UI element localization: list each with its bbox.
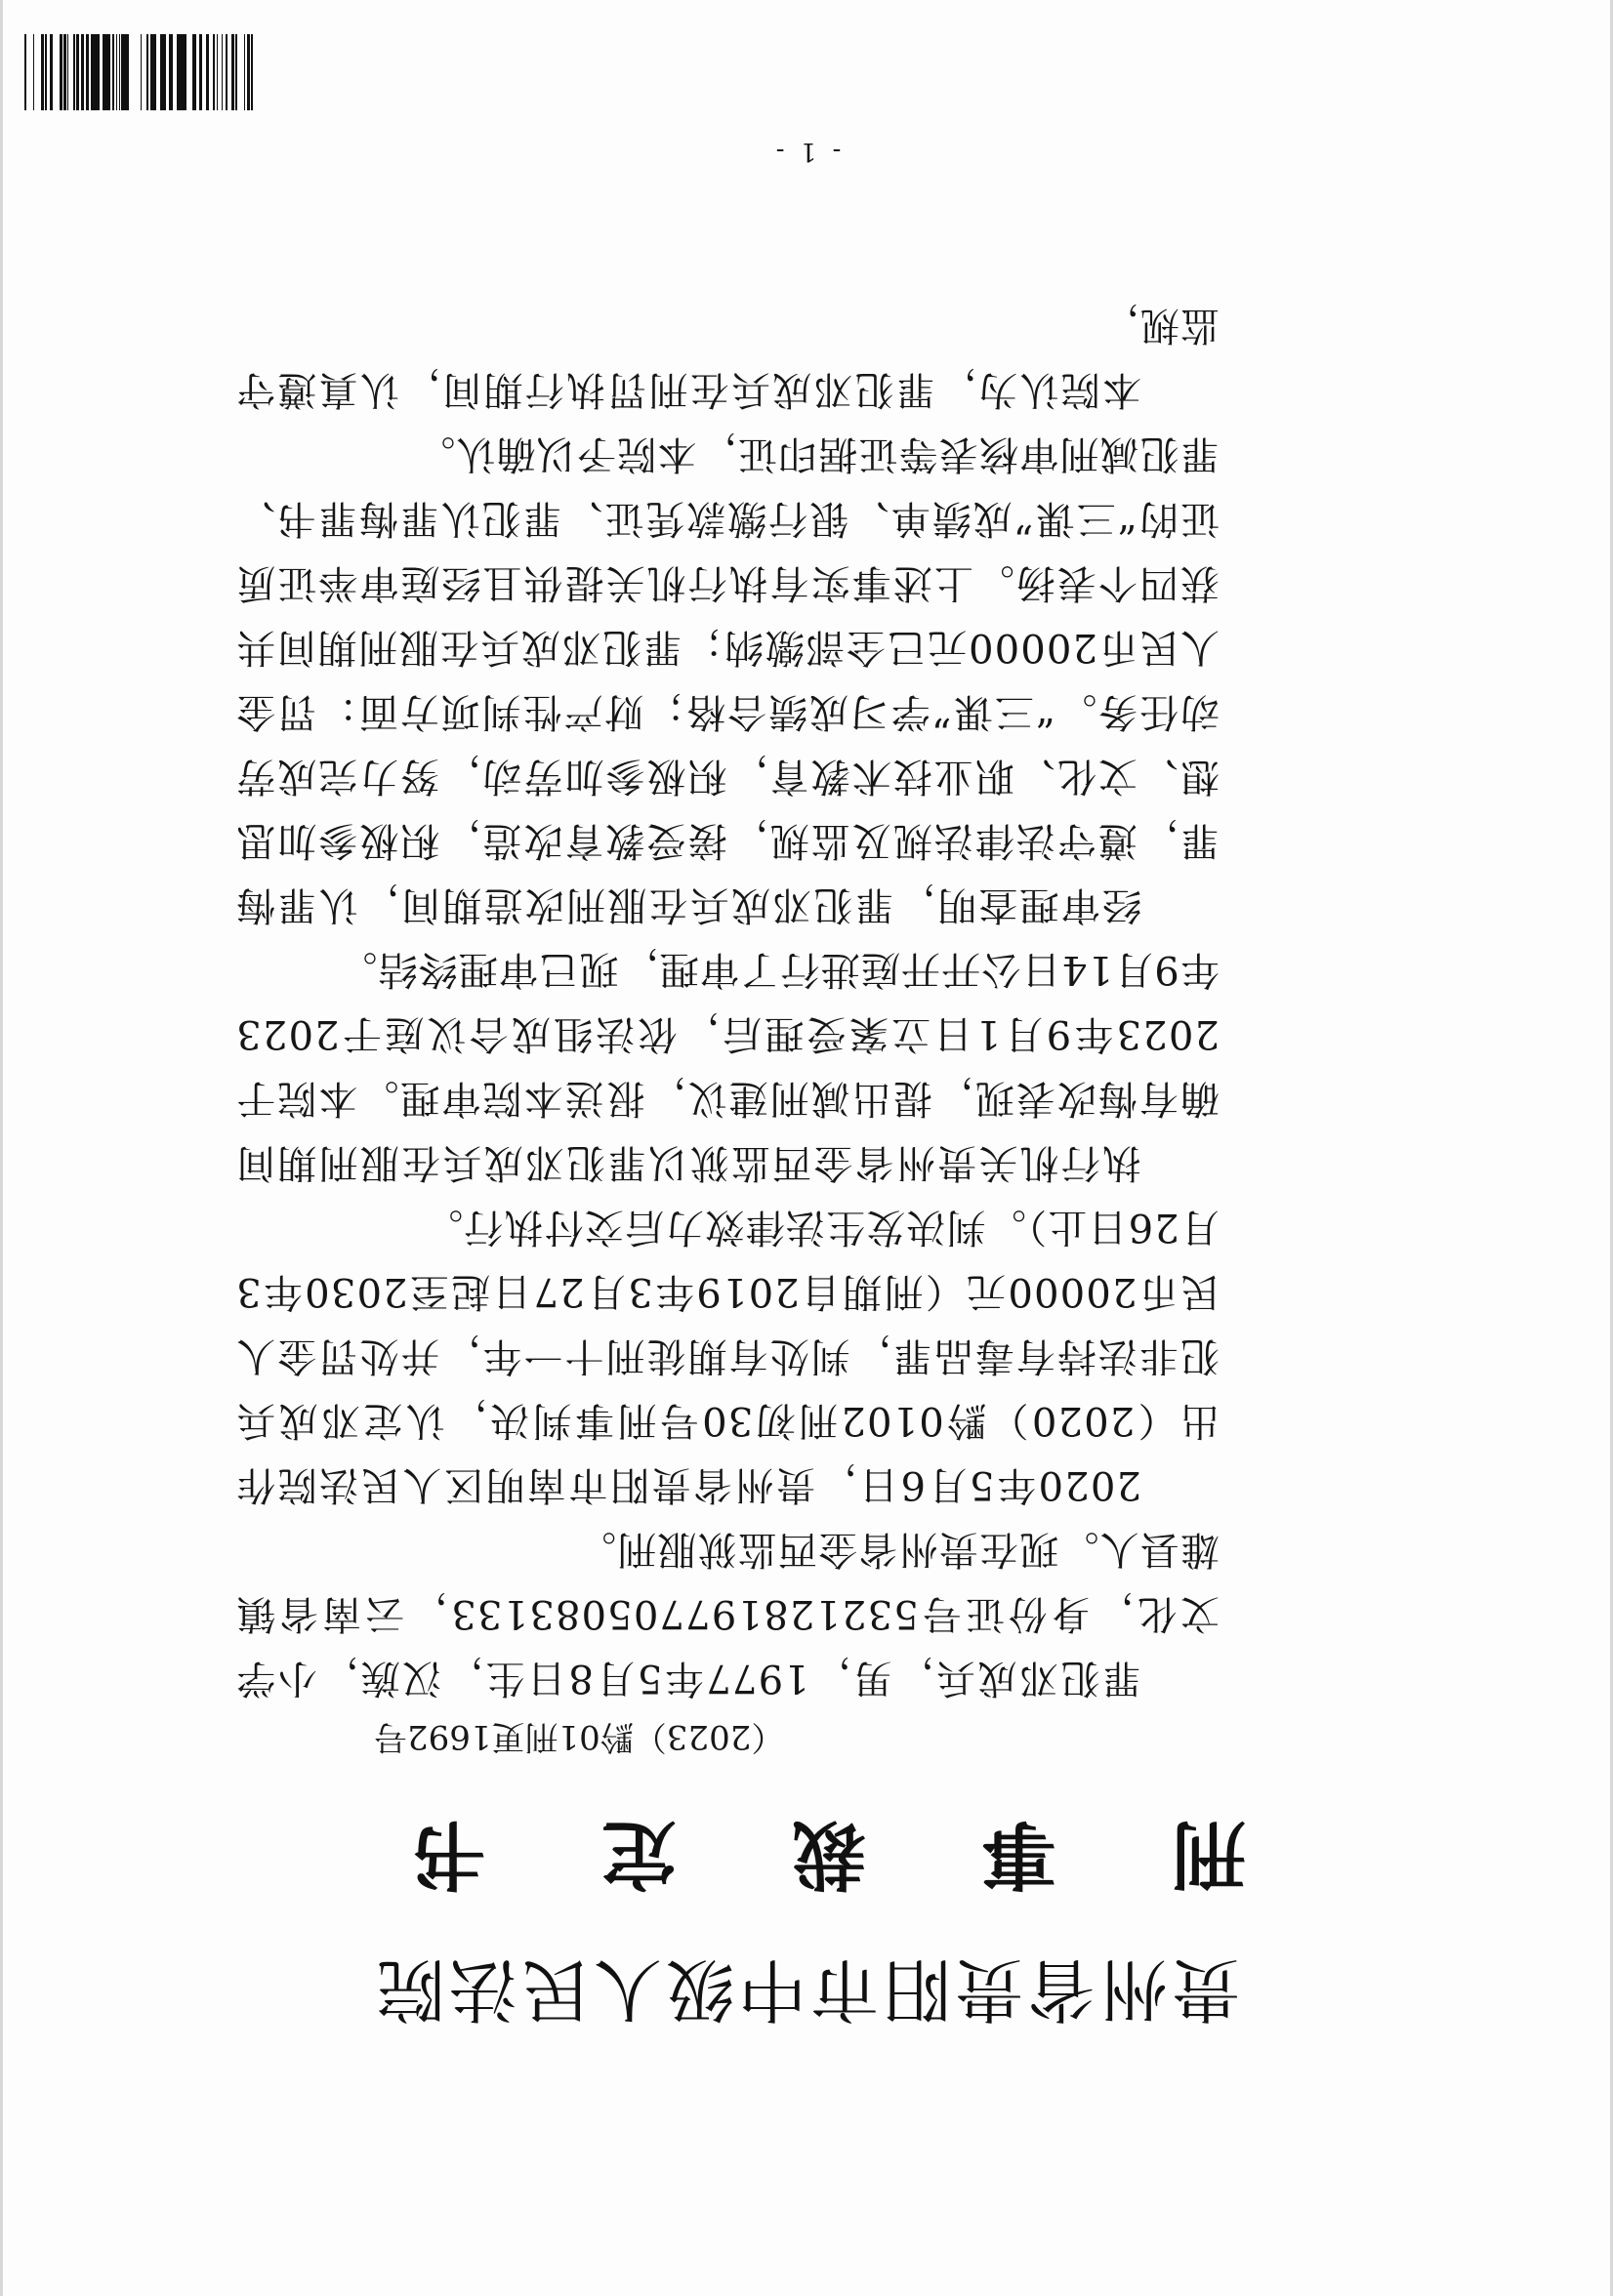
barcode-icon [24,34,253,110]
paragraph-findings: 经审理查明，罪犯邓成兵在服刑改造期间，认罪悔罪，遵守法律法规及监规，接受教育改造，积极参加思想、文化、职业技术教育，积极参加劳动，努力完成劳动任务。“三课”学习成绩合格；财产性判项方面：罚金人民币20000元已全部缴纳；罪犯邓成兵在服刑期间共获四个表扬。上述事实有执行机关提供且经庭审举证质证的“三课”成绩单、银行缴款凭证、罪犯认罪悔罪书、罪犯减刑审核表等证据印证，本院予以确认。 [235,431,1220,927]
court-name: 贵州省贵阳市中级人民法院 [373,1949,1240,2030]
paragraph-commutation-proposal: 执行机关贵州省金西监狱以罪犯邓成兵在服刑期间确有悔改表现，提出减刑建议，报送本院审理。本院于2023年9月1日立案受理后，依法组成合议庭于2023年9月14日公开开庭进行了审理，现已审理终结。 [235,947,1220,1185]
paragraph-original-judgment: 2020年5月6日，贵州省贵阳市南明区人民法院作出（2020）黔0102刑初30号刑事判决，认定邓成兵犯非法持有毒品罪，判处有期徒刑十一年，并处罚金人民币20000元（刑期自2019年3月27日起至2030年3月26日止）。判决发生法律效力后交付执行。 [235,1205,1220,1507]
ruling-body [235,293,1220,1710]
document-type-heading: 刑 事 裁 定 书 [367,1811,1246,1898]
page-number: - 1 - [771,137,842,166]
paragraph-court-opinion: 本院认为，罪犯邓成兵在刑罚执行期间，认真遵守监规， [235,303,1220,412]
paragraph-defendant-info: 罪犯邓成兵，男，1977年5月8日生，汉族，小学文化，身份证号532128197705083133，云南省镇雄县人。现在贵州省金西监狱服刑。 [235,1527,1220,1701]
case-number: （2023）黔01刑更1692号 [374,1717,785,1756]
